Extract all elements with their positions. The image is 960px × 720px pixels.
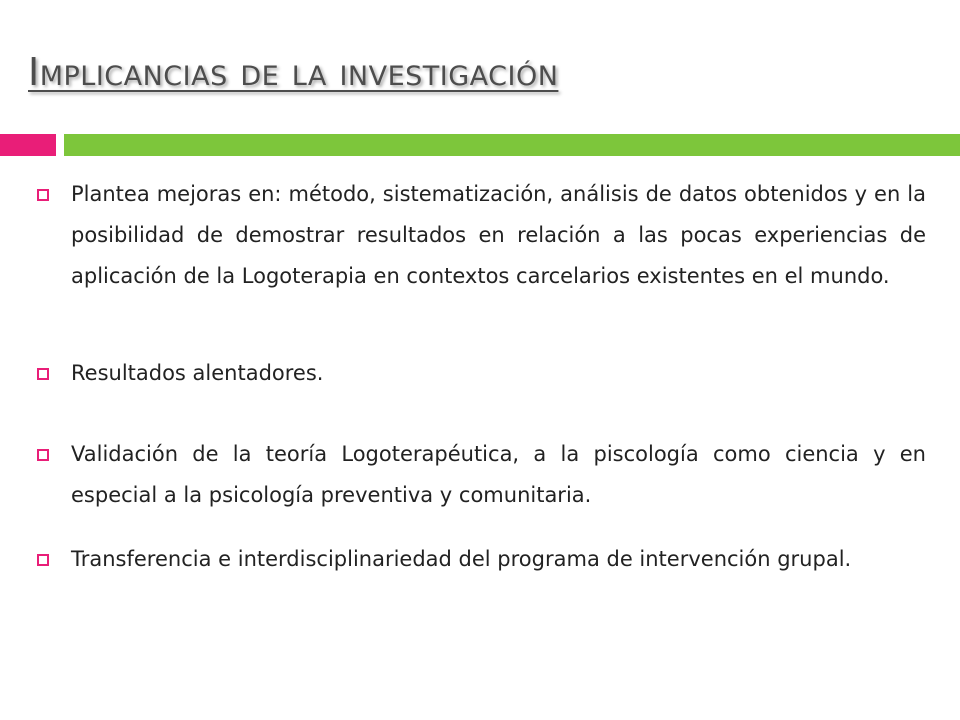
- accent-bar-green: [64, 134, 960, 156]
- bullet-list: [34, 174, 926, 580]
- accent-bar-pink: [0, 134, 56, 156]
- bullet-item: [34, 174, 926, 297]
- slide-title: Implicancias de la investigación: [28, 50, 559, 94]
- bullet-item: [34, 434, 926, 516]
- bullet-item: [34, 539, 926, 580]
- bullet-text: Resultados alentadores.: [71, 361, 324, 385]
- bullet-text: Transferencia e interdisciplinariedad del programa de intervención grupal.: [71, 547, 852, 571]
- hollow-square-icon: [37, 189, 49, 201]
- hollow-square-icon: [37, 449, 49, 461]
- hollow-square-icon: [37, 368, 49, 380]
- hollow-square-icon: [37, 554, 49, 566]
- bullet-item: [34, 353, 926, 394]
- bullet-text: Validación de la teoría Logoterapéutica, a la piscología como ciencia y en especial a la psicología preventiva y comunitaria.: [71, 442, 926, 507]
- bullet-text: Plantea mejoras en: método, sistematización, análisis de datos obtenidos y en la posibilidad de demostrar resultados en relación a las pocas experiencias de aplicación de la Logoterapia en contextos carcelarios existentes en el mundo.: [71, 182, 926, 288]
